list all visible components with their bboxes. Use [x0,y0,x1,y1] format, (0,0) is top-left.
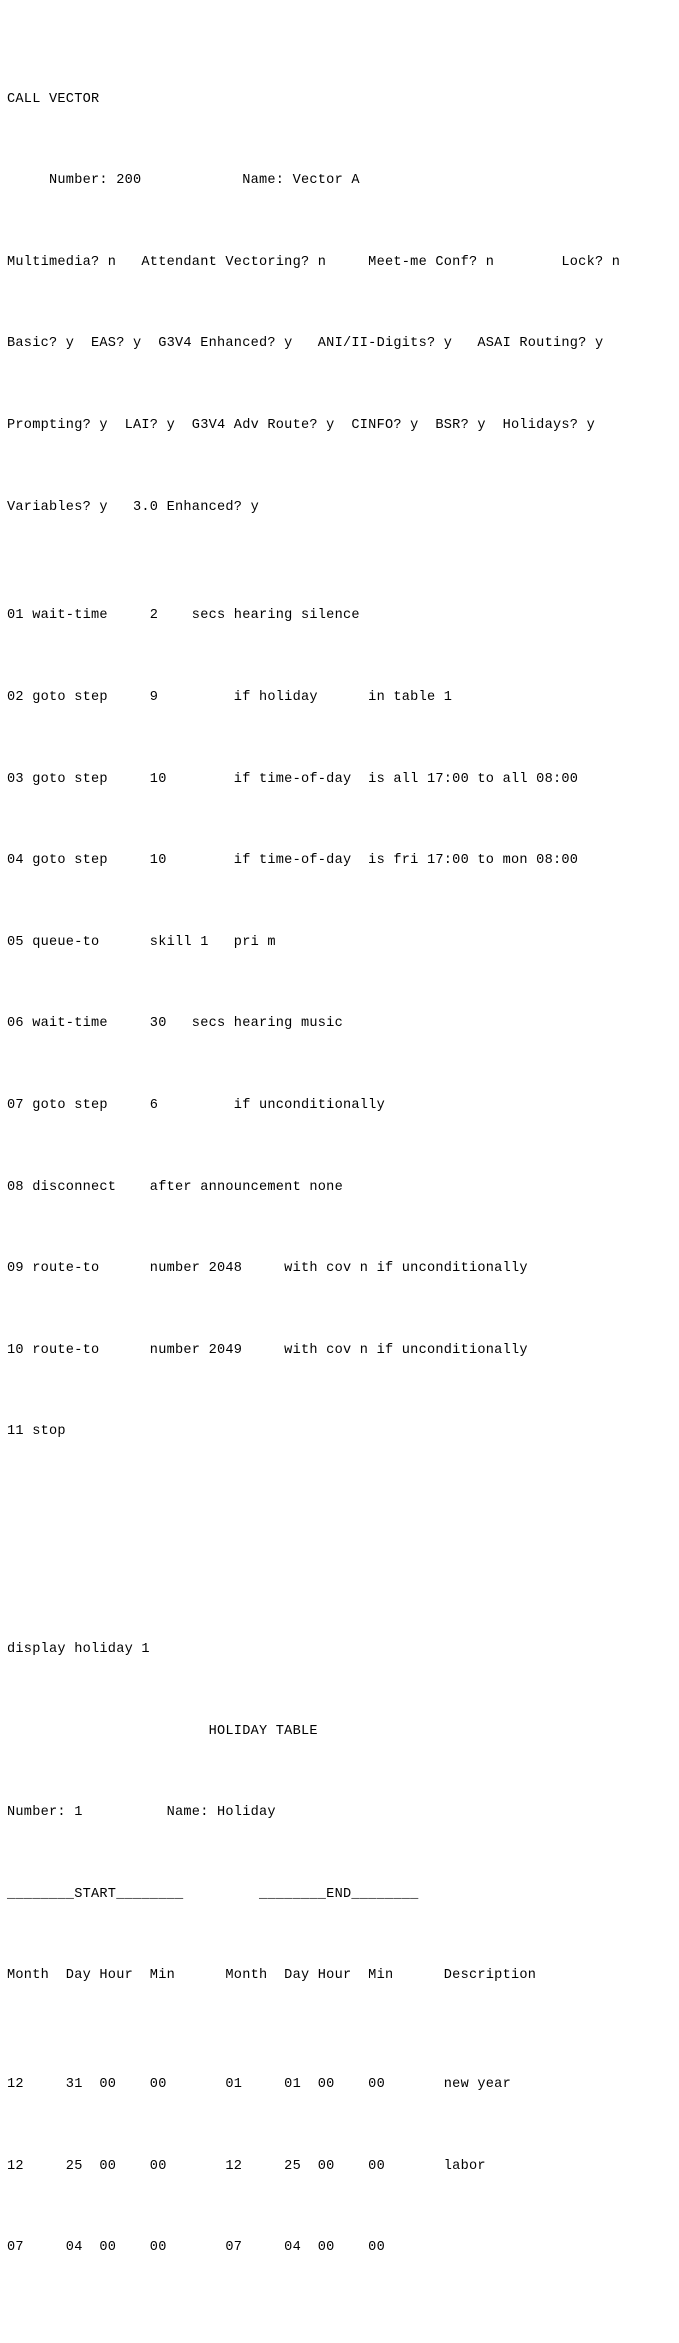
holiday-table-row: 12 31 00 00 01 01 00 00 new year [7,2077,511,2093]
vector-attributes-row-3: Prompting? y LAI? y G3V4 Adv Route? y CINFO? y BSR? y Holidays? y [7,417,595,433]
vector-step-11: 11 stop [7,1424,66,1440]
command-echo-display-holiday: display holiday 1 [7,1641,150,1657]
vector-step-07: 07 goto step 6 if unconditionally [7,1097,385,1113]
vector-step-08: 08 disconnect after announcement none [7,1179,343,1195]
vector-attributes-row-1: Multimedia? n Attendant Vectoring? n Meet-me Conf? n Lock? n [7,254,621,270]
vector-step-10: 10 route-to number 2049 with cov n if unconditionally [7,1342,528,1358]
vector-number-name-row: Number: 200 Name: Vector A [7,173,360,189]
vector-attributes-row-4: Variables? y 3.0 Enhanced? y [7,499,259,515]
vector-step-01: 01 wait-time 2 secs hearing silence [7,608,360,624]
vector-heading: CALL VECTOR [7,91,100,107]
blank-line [7,1527,679,1554]
holiday-number-name-row: Number: 1 Name: Holiday [7,1805,276,1821]
holiday-table-row: 12 25 00 00 12 25 00 00 labor [7,2158,486,2174]
vector-step-05: 05 queue-to skill 1 pri m [7,934,276,950]
vector-step-09: 09 route-to number 2048 with cov n if unconditionally [7,1261,528,1277]
holiday-group-header-rule: ________START________ ________END________ [7,1886,419,1902]
vector-step-04: 04 goto step 10 if time-of-day is fri 17:00 to mon 08:00 [7,853,579,869]
holiday-table-heading: HOLIDAY TABLE [7,1723,318,1739]
vector-step-02: 02 goto step 9 if holiday in table 1 [7,689,453,705]
vector-step-06: 06 wait-time 30 secs hearing music [7,1016,343,1032]
vector-attributes-row-2: Basic? y EAS? y G3V4 Enhanced? y ANI/II-Digits? y ASAI Routing? y [7,336,604,352]
terminal-text-buffer [7,4,679,2343]
holiday-column-headers: Month Day Hour Min Month Day Hour Min Description [7,1968,537,1984]
vector-step-03: 03 goto step 10 if time-of-day is all 17:00 to all 08:00 [7,771,579,787]
holiday-table-row: 07 04 00 00 07 04 00 00 [7,2240,385,2256]
